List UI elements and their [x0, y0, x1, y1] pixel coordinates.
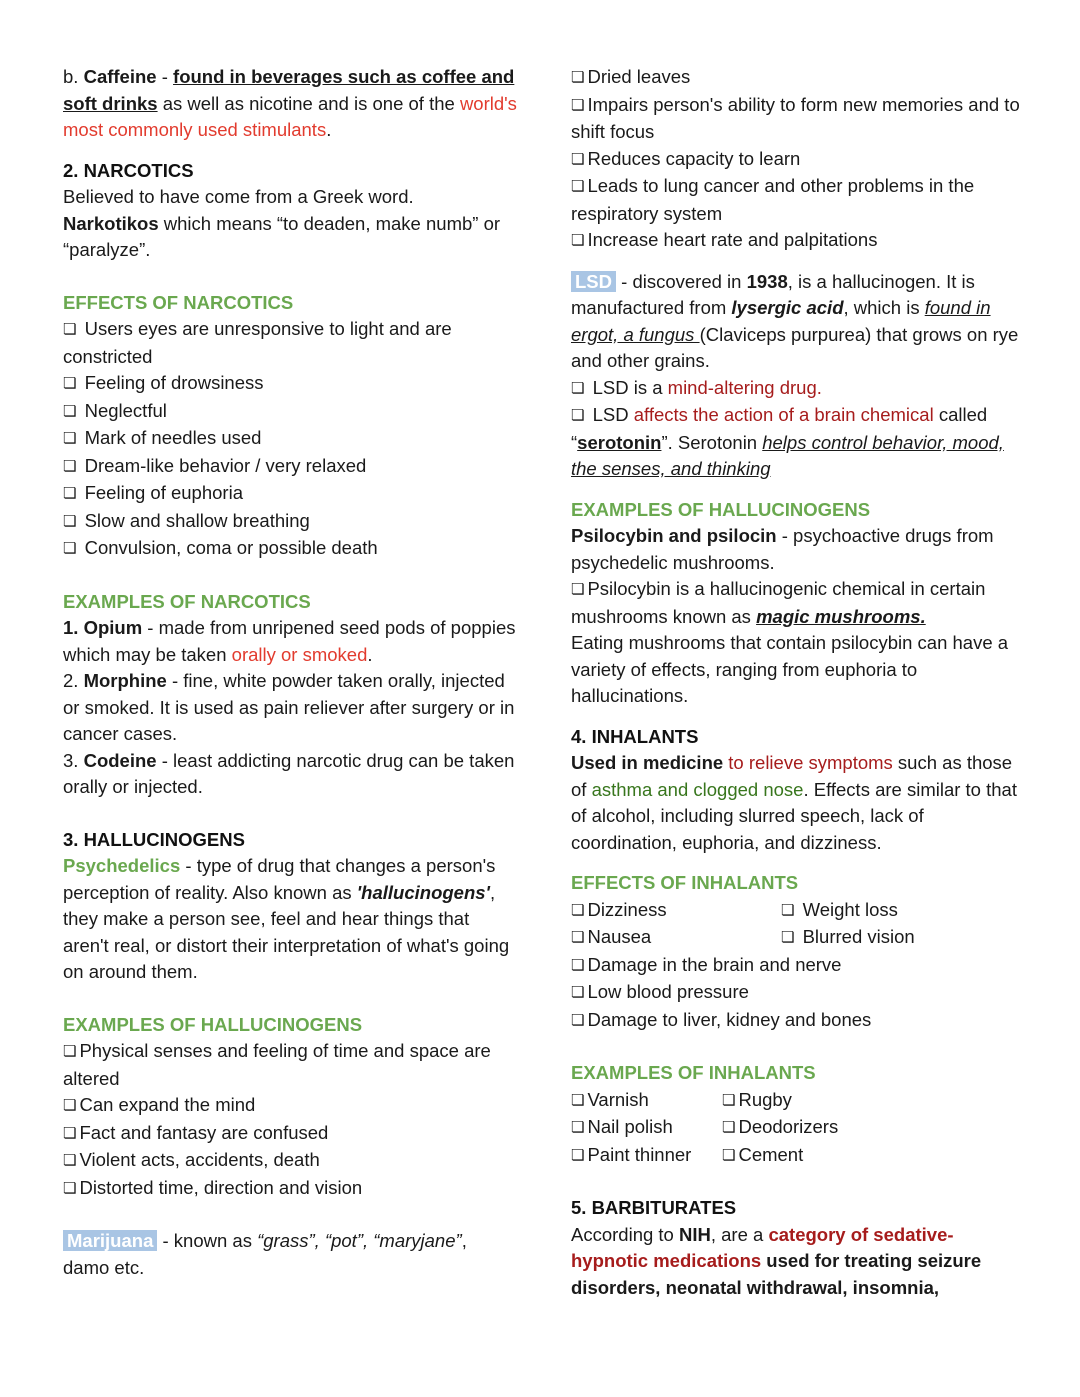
examples-inhalants-heading: EXAMPLES OF INHALANTS [571, 1062, 816, 1083]
list-item [571, 576, 1021, 630]
checkbox-icon: ❏ [63, 1124, 77, 1142]
morphine-number: 2. [63, 670, 84, 691]
checkbox-icon: ❏ [63, 457, 77, 475]
list-item [571, 402, 1021, 483]
lsd-item2-text: LSD [592, 404, 634, 425]
narcotics-intro-2: which means “to deaden, make numb” or “paralyze”. [63, 212, 501, 260]
barbiturates-heading: 5. BARBITURATES [571, 1197, 737, 1218]
hallucinogens-paragraph [63, 853, 518, 986]
eating-paragraph: Eating mushrooms that contain psilocybin can have a variety of effects, ranging from euphoria to hallucinations. [571, 632, 1009, 706]
list-item-text: Nausea [587, 926, 652, 947]
list-item [571, 897, 781, 925]
lsd-item1-text: LSD is a [592, 376, 668, 398]
list-item [722, 1087, 792, 1115]
list-item [571, 173, 1021, 227]
checkbox-icon: ❏ [571, 232, 585, 249]
codeine-number: 3. [63, 749, 84, 771]
opium-term: Opium [83, 617, 143, 638]
examples-hallucinogens-list [63, 1038, 518, 1202]
list-item-text: Cement [738, 1143, 804, 1165]
checkbox-icon: ❏ [722, 1119, 736, 1136]
list-item-text: Reduces capacity to learn [587, 147, 801, 169]
list-item-text: Convulsion, coma or possible death [84, 537, 378, 558]
list-item [63, 1038, 518, 1092]
magic-mushrooms-term: magic mushrooms. [756, 605, 926, 627]
list-item-text: Distorted time, direction and vision [79, 1176, 363, 1198]
checkbox-icon: ❏ [571, 178, 585, 195]
list-item-text: Dried leaves [587, 66, 691, 87]
checkbox-icon: ❏ [571, 1119, 585, 1136]
caffeine-end: . [326, 119, 332, 140]
list-item [63, 1120, 518, 1148]
checkbox-icon: ❏ [722, 1146, 736, 1164]
serotonin-term: serotonin [577, 431, 662, 453]
list-item [571, 64, 1021, 92]
list-item [63, 1092, 518, 1120]
caffeine-term: Caffeine [83, 66, 157, 87]
list-row [571, 897, 1021, 925]
effects-inhalants-heading: EFFECTS OF INHALANTS [571, 872, 799, 893]
hallucinogens-text-1: - type of drug that changes a person's perception of reality. Also known as [63, 855, 496, 903]
lsd-text-1: - discovered in [616, 270, 747, 292]
list-item-text: Fact and fantasy are confused [79, 1121, 329, 1143]
list-item [722, 1114, 838, 1142]
inhalants-green: asthma and clogged nose [591, 778, 804, 800]
checkbox-icon: ❏ [63, 1043, 77, 1060]
checkbox-icon: ❏ [571, 96, 585, 114]
lsd-item2-called: called “ [571, 404, 988, 453]
list-item [571, 92, 1021, 146]
list-item [571, 952, 1021, 980]
effects-narcotics-heading: EFFECTS OF NARCOTICS [63, 291, 294, 313]
psilocybin-item-text: Psilocybin is a hallucinogenic chemical in certain mushrooms known as [571, 578, 986, 627]
checkbox-icon: ❏ [63, 430, 77, 447]
list-item-text: Violent acts, accidents, death [79, 1149, 320, 1170]
list-item [63, 1175, 518, 1203]
lsd-text-2: , is a hallucinogen. It is manufactured from [571, 270, 975, 318]
list-item [63, 1147, 518, 1175]
list-item [571, 979, 1021, 1007]
list-item-text: Low blood pressure [587, 981, 749, 1002]
checkbox-icon: ❏ [63, 1152, 77, 1169]
list-item-text: Deodorizers [738, 1116, 839, 1137]
list-item [63, 508, 518, 536]
list-row [571, 1142, 1021, 1170]
list-item-text: Physical senses and feeling of time and space are altered [63, 1040, 491, 1089]
examples-hallucinogens-heading: EXAMPLES OF HALLUCINOGENS [63, 1013, 363, 1035]
checkbox-icon: ❏ [63, 402, 77, 420]
list-item [63, 535, 518, 563]
inhalants-heading: 4. INHALANTS [571, 725, 699, 747]
examples-narcotics-heading: EXAMPLES OF NARCOTICS [63, 590, 311, 612]
checkbox-icon: ❏ [781, 929, 795, 946]
effects-narcotics-list [63, 316, 518, 563]
list-item-text: Users eyes are unresponsive to light and are constricted [63, 318, 452, 367]
checkbox-icon: ❏ [63, 321, 77, 338]
inhalants-paragraph [571, 750, 1021, 856]
left-column [63, 64, 518, 1281]
list-item-text: Impairs person's ability to form new memories and to shift focus [571, 93, 1020, 142]
checkbox-icon: ❏ [571, 69, 585, 86]
inhalants-text-1: such as those of [571, 752, 1013, 800]
list-item-text: Rugby [738, 1088, 792, 1110]
list-item-text: Paint thinner [587, 1143, 692, 1165]
list-item-text: Increase heart rate and palpitations [587, 229, 878, 250]
checkbox-icon: ❏ [63, 1179, 77, 1197]
list-item [63, 370, 518, 398]
list-item-text: Weight loss [802, 898, 898, 920]
list-item-text: Dizziness [587, 898, 667, 920]
narcotics-intro-term: Narkotikos [63, 212, 159, 234]
list-item [571, 227, 1021, 255]
checkbox-icon: ❏ [571, 1146, 585, 1164]
caffeine-red-text: world's most commonly used stimulants [63, 92, 517, 140]
list-row [571, 1087, 1021, 1115]
lsd-paragraph [571, 269, 1021, 375]
marijuana-italic: “grass”, “pot”, “maryjane” [257, 1230, 462, 1251]
codeine-paragraph [63, 748, 518, 801]
marijuana-effects-list [571, 64, 1021, 255]
list-item-text: Slow and shallow breathing [84, 509, 310, 531]
marijuana-text-1: - known as [157, 1230, 258, 1251]
checkbox-icon: ❏ [571, 379, 585, 397]
list-item [63, 453, 518, 481]
list-item-text: Leads to lung cancer and other problems in the respiratory system [571, 175, 975, 224]
list-item-text: Nail polish [587, 1116, 673, 1137]
lsd-acid: lysergic acid [731, 297, 844, 318]
opium-paragraph [63, 615, 518, 668]
hallucinogens-italic: 'hallucinogens' [356, 881, 490, 903]
caffeine-prefix: b. [63, 66, 84, 87]
morphine-text: - fine, white powder taken orally, injected or smoked. It is used as pain reliever after surgery or in cancer cases. [63, 670, 515, 744]
checkbox-icon: ❏ [571, 984, 585, 1001]
checkbox-icon: ❏ [781, 901, 795, 919]
inhalants-red: to relieve symptoms [728, 752, 893, 773]
list-item [571, 1142, 722, 1170]
checkbox-icon: ❏ [571, 581, 585, 598]
inhalants-text-2: . Effects are similar to that of alcohol, including slurred speech, lack of coordination, euphoria, and dizziness. [571, 778, 1017, 853]
barbiturates-red: category of sedative-hypnotic medications [571, 1223, 954, 1271]
lsd-text-4: (Claviceps purpurea) that grows on rye and other grains. [571, 323, 1019, 371]
examples-hallucinogens2-heading: EXAMPLES OF HALLUCINOGENS [571, 498, 871, 520]
list-item-text: Feeling of euphoria [84, 482, 243, 503]
hallucinogens-text-2: , they make a person see, feel and hear things that aren't real, or distort their interpretation of what's going on around them. [63, 881, 510, 982]
narcotics-intro-1: Believed to have come from a Greek word. [63, 186, 414, 207]
lsd-item2-after: ”. Serotonin [661, 431, 763, 453]
list-item [571, 375, 1021, 403]
list-item-text: Damage to liver, kidney and bones [587, 1008, 872, 1030]
caffeine-middle: as well as nicotine and is one of the [157, 92, 460, 114]
checkbox-icon: ❏ [571, 407, 585, 424]
caffeine-dash: - [156, 66, 174, 87]
opium-number: 1. [63, 617, 84, 638]
barbiturates-text-1: According to [571, 1223, 679, 1245]
opium-end: . [367, 643, 373, 665]
list-item-text: Dream-like behavior / very relaxed [84, 454, 367, 476]
lsd-item1-red: mind-altering drug. [667, 376, 822, 398]
list-item [63, 398, 518, 426]
marijuana-paragraph [63, 1228, 518, 1281]
inhalants-bold: Used in medicine [571, 752, 729, 773]
psilocybin-text: - psychoactive drugs from psychedelic mushrooms. [571, 525, 994, 573]
checkbox-icon: ❏ [571, 956, 585, 974]
barbiturates-paragraph [571, 1222, 1021, 1302]
list-item-text: Mark of needles used [84, 427, 262, 448]
checkbox-icon: ❏ [571, 929, 585, 946]
list-item [571, 1114, 722, 1142]
checkbox-icon: ❏ [63, 1097, 77, 1114]
marijuana-text-2: , damo etc. [63, 1230, 467, 1278]
list-item [571, 924, 781, 952]
psychedelics-term: Psychedelics [63, 855, 181, 876]
list-item-text: Neglectful [84, 399, 167, 421]
opium-red-text: orally or smoked [231, 643, 368, 665]
lsd-term: LSD [571, 271, 616, 292]
barbiturates-text-3: used for treating seizure disorders, neonatal withdrawal, insomnia, [571, 1250, 982, 1298]
caffeine-paragraph [63, 64, 518, 144]
list-item [571, 1087, 722, 1115]
nih-term: NIH [678, 1223, 711, 1245]
list-item [571, 1007, 1021, 1035]
barbiturates-text-2: , are a [710, 1223, 769, 1245]
hallucinogens-heading: 3. HALLUCINOGENS [63, 828, 245, 850]
list-item [63, 316, 518, 370]
list-item [781, 897, 898, 925]
list-row [571, 1114, 1021, 1142]
opium-text: - made from unripened seed pods of poppies which may be taken [63, 617, 516, 665]
list-item [571, 146, 1021, 174]
caffeine-underlined: found in beverages such as coffee and soft drinks [63, 66, 515, 114]
lsd-item2-red: affects the action of a brain chemical [633, 404, 934, 425]
checkbox-icon: ❏ [63, 512, 77, 530]
list-item [722, 1142, 803, 1170]
codeine-text: - least addicting narcotic drug can be taken orally or injected. [63, 749, 515, 797]
checkbox-icon: ❏ [63, 375, 77, 392]
narcotics-intro [63, 184, 518, 264]
checkbox-icon: ❏ [63, 540, 77, 557]
lsd-year: 1938 [746, 270, 788, 292]
list-item-text: Damage in the brain and nerve [587, 953, 842, 975]
checkbox-icon: ❏ [571, 1091, 585, 1109]
psilocybin-paragraph [571, 523, 1021, 576]
list-item [63, 425, 518, 453]
lsd-found: found in ergot, a fungus [571, 297, 991, 345]
list-item-text: Blurred vision [802, 926, 915, 947]
list-item-text: Can expand the mind [79, 1094, 256, 1115]
checkbox-icon: ❏ [571, 150, 585, 168]
lsd-item2-underline: helps control behavior, mood, the senses, and thinking [571, 431, 1004, 479]
checkbox-icon: ❏ [571, 901, 585, 919]
checkbox-icon: ❏ [571, 1011, 585, 1029]
morphine-paragraph [63, 668, 518, 748]
psilocybin-term: Psilocybin and psilocin [571, 525, 777, 546]
list-item [63, 480, 518, 508]
morphine-term: Morphine [83, 670, 167, 691]
checkbox-icon: ❏ [63, 485, 77, 502]
marijuana-term: Marijuana [63, 1230, 157, 1251]
codeine-term: Codeine [83, 749, 157, 771]
list-item [781, 924, 915, 952]
list-row [571, 924, 1021, 952]
checkbox-icon: ❏ [722, 1091, 736, 1109]
list-item-text: Varnish [587, 1088, 649, 1110]
list-item-text: Feeling of drowsiness [84, 372, 264, 393]
narcotics-heading: 2. NARCOTICS [63, 159, 194, 181]
lsd-text-3: , which is [843, 297, 925, 318]
right-column [571, 64, 1021, 1301]
